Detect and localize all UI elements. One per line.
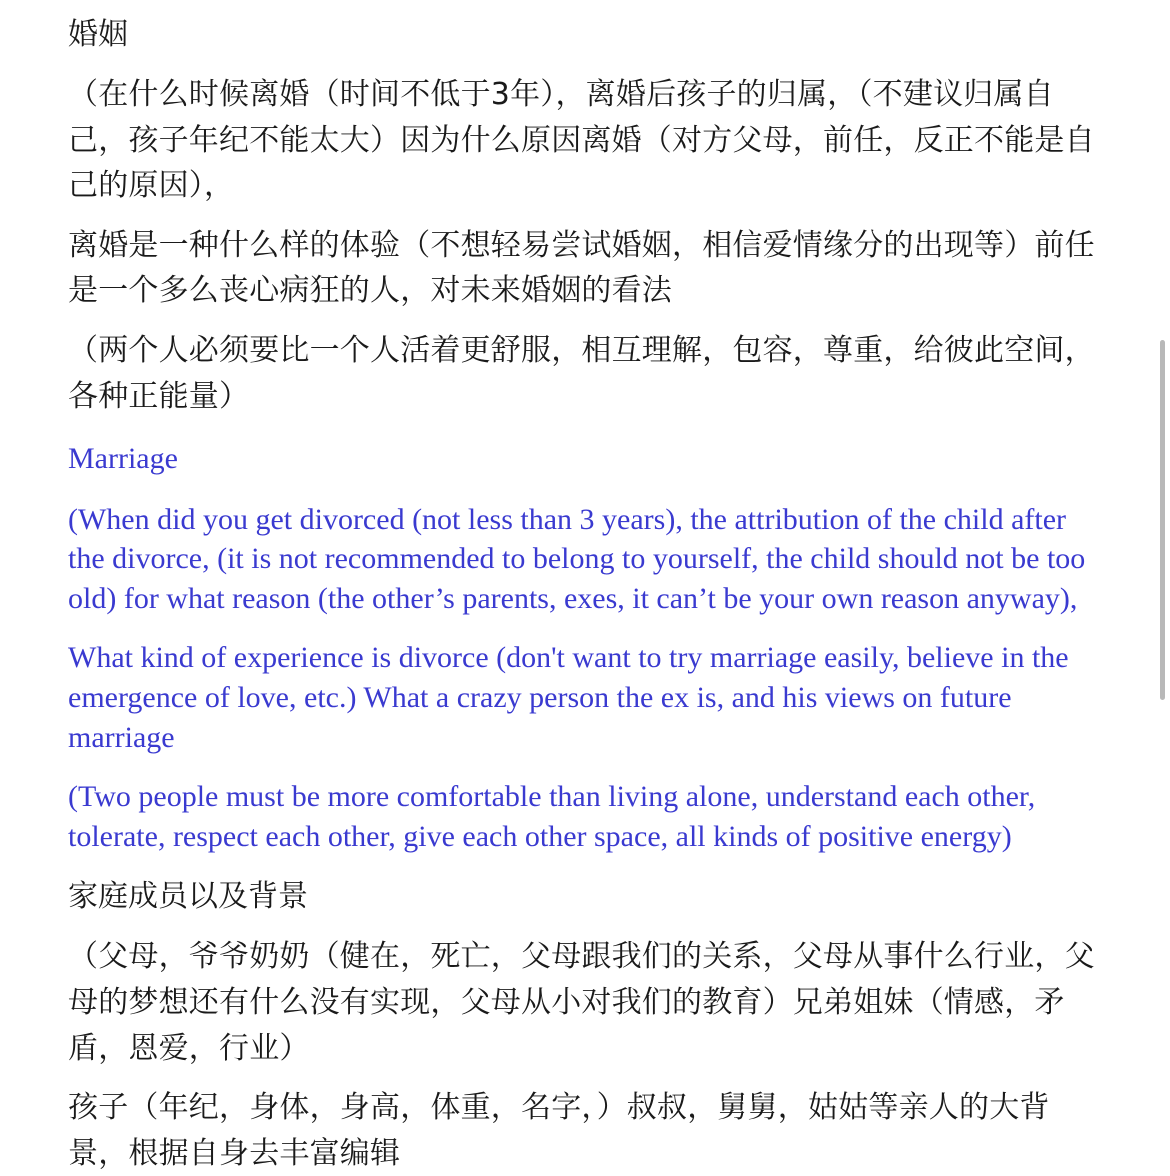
paragraph-en-divorce-experience: What kind of experience is divorce (don't want to try marriage easily, believe in the emergence of love, etc.) What a crazy person the ex is, and his views on future marriage: [68, 641, 1069, 754]
scrollbar-thumb[interactable]: [1160, 340, 1165, 700]
paragraph-cn-children-relatives: 孩子（年纪，身体，身高，体重，名字，）叔叔，舅舅，姑姑等亲人的大背景，根据自身去丰富编辑: [68, 1090, 1050, 1171]
paragraph-cn-family-members: （父母，爷爷奶奶（健在，死亡，父母跟我们的关系，父母从事什么行业，父母的梦想还有什么没有实现，父母从小对我们的教育）兄弟姐妹（情感，矛盾，恩爱，行业）: [68, 939, 1095, 1066]
scrollbar[interactable]: [1162, 0, 1168, 1159]
paragraph-en-relationship-values: (Two people must be more comfortable than living alone, understand each other, tolerate, respect each other, give each other space, all kinds of positive energy): [68, 780, 1036, 853]
paragraph-cn-divorce-timing: （在什么时候离婚（时间不低于3年），离婚后孩子的归属，（不建议归属自己，孩子年纪不能太大）因为什么原因离婚（对方父母，前任，反正不能是自己的原因），: [68, 77, 1095, 204]
heading-family-cn: 家庭成员以及背景: [68, 879, 308, 915]
heading-marriage-cn: 婚姻: [68, 17, 128, 52]
paragraph-cn-divorce-experience: 离婚是一种什么样的体验（不想轻易尝试婚姻，相信爱情缘分的出现等）前任是一个多么丧心病狂的人，对未来婚姻的看法: [68, 227, 1095, 309]
paragraph-cn-relationship-values: （两个人必须要比一个人活着更舒服，相互理解，包容，尊重，给彼此空间，各种正能量）: [68, 332, 1095, 414]
paragraph-en-divorce-timing: (When did you get divorced (not less than 3 years), the attribution of the child after the divorce, (it is not recommended to belong to yourself, the child should not be too old) for what reason (the other’s parents, exes, it can’t be your own reason anyway),: [68, 502, 1086, 615]
heading-marriage-en: Marriage: [68, 442, 178, 476]
